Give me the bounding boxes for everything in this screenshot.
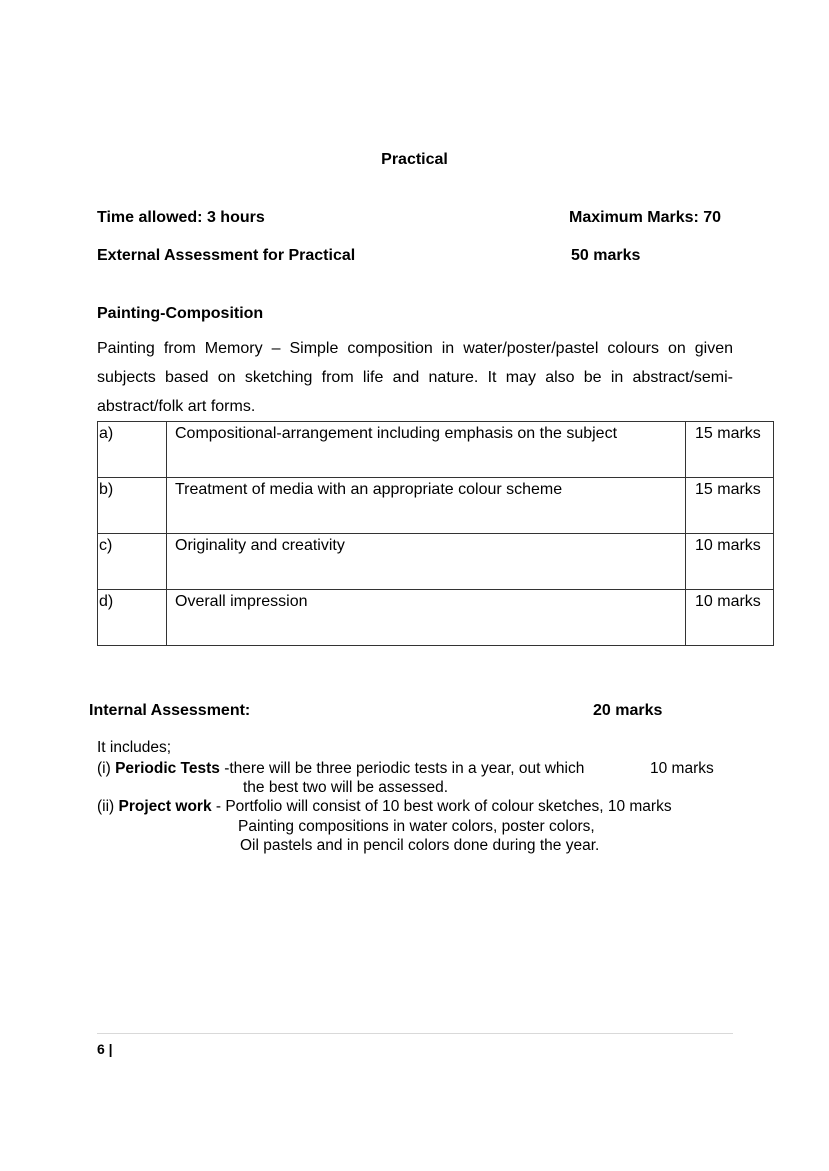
criteria-text-cell: Treatment of media with an appropriate colour scheme [167, 478, 686, 534]
item-marks: 10 marks [650, 760, 714, 777]
criteria-label-cell: d) [98, 590, 167, 646]
criteria-text-cell: Compositional-arrangement including emphasis on the subject [167, 422, 686, 478]
item-continuation: Painting compositions in water colors, poster colors, [238, 818, 595, 835]
table-row [98, 590, 774, 646]
criteria-table [97, 421, 774, 646]
table-row [98, 422, 774, 478]
internal-assessment-label: Internal Assessment: [89, 702, 251, 719]
item-continuation: Oil pastels and in pencil colors done during the year. [240, 837, 600, 854]
item-continuation: the best two will be assessed. [243, 779, 449, 796]
section-heading: Painting-Composition [97, 305, 264, 322]
footer-divider [97, 1033, 733, 1034]
external-assessment-marks: 50 marks [571, 247, 641, 264]
page-title: Practical [381, 151, 448, 168]
criteria-marks-cell: 10 marks [686, 590, 774, 646]
criteria-marks-cell: 15 marks [686, 478, 774, 534]
section-description: Painting from Memory – Simple composition in water/poster/pastel colours on given subjects based on sketching from life and nature. It may also be in abstract/semi-abstract/folk art forms. [97, 340, 733, 415]
criteria-label-cell: a) [98, 422, 167, 478]
criteria-text-cell: Overall impression [167, 590, 686, 646]
item-text: -there will be three periodic tests in a year, out which [224, 760, 585, 777]
criteria-label-cell: c) [98, 534, 167, 590]
criteria-marks-cell: 10 marks [686, 534, 774, 590]
maximum-marks: Maximum Marks: 70 [569, 209, 722, 226]
item-title: Periodic Tests [115, 760, 220, 777]
external-assessment-label: External Assessment for Practical [97, 247, 356, 264]
criteria-label-cell: b) [98, 478, 167, 534]
list-item [97, 760, 584, 778]
table-row [98, 534, 774, 590]
table-row [98, 478, 774, 534]
internal-assessment-marks: 20 marks [593, 702, 663, 719]
item-number: (ii) [97, 798, 115, 815]
time-allowed: Time allowed: 3 hours [97, 209, 265, 226]
criteria-marks-cell: 15 marks [686, 422, 774, 478]
item-title: Project work [118, 798, 212, 815]
includes-intro: It includes; [97, 739, 172, 756]
item-number: (i) [97, 760, 111, 777]
page-number: 6 | [97, 1041, 113, 1057]
item-text: - Portfolio will consist of 10 best work of colour sketches, 10 marks [215, 798, 672, 815]
criteria-text-cell: Originality and creativity [167, 534, 686, 590]
list-item [97, 798, 672, 816]
